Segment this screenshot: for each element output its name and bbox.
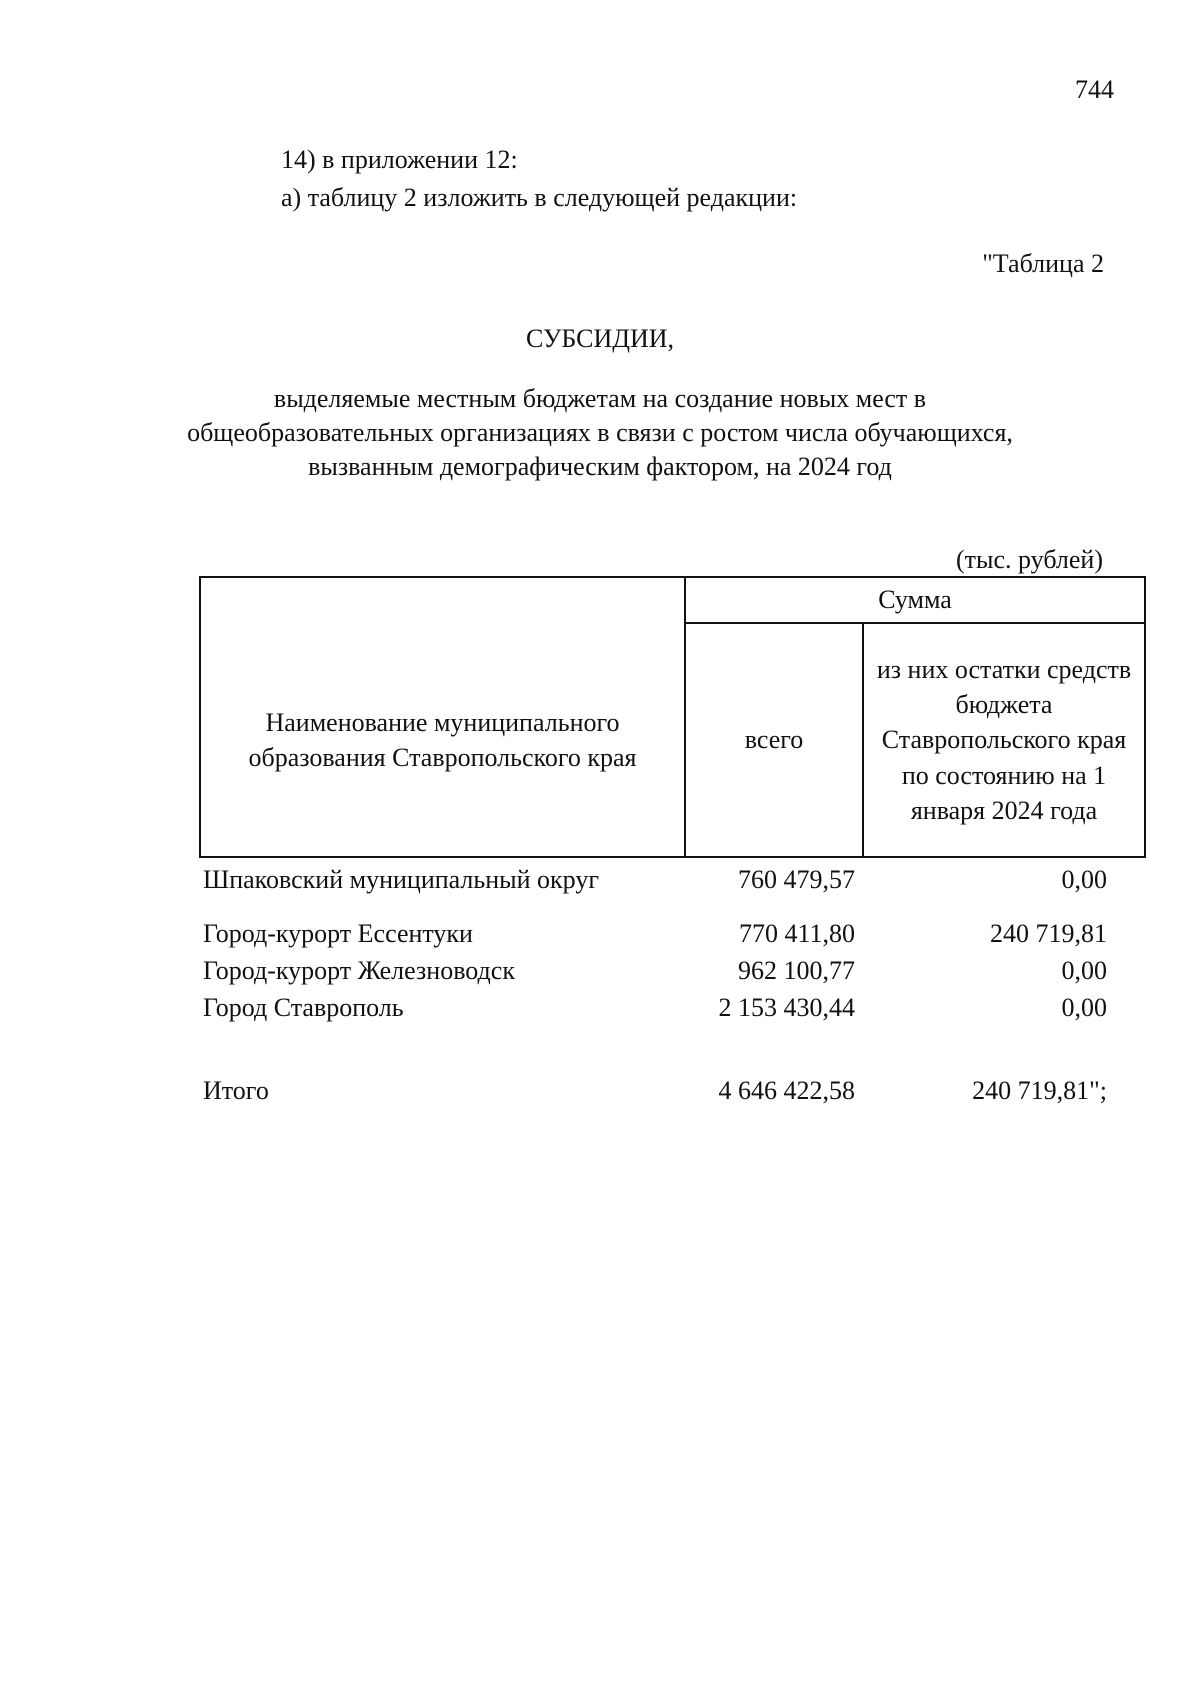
row-municipality: Город-курорт Ессентуки: [203, 919, 473, 948]
row-municipality: Шпаковский муниципальный округ: [203, 865, 599, 894]
summary-total: 4 646 422,58: [718, 1076, 855, 1105]
row-municipality: Город-курорт Железноводск: [203, 956, 515, 985]
summary-remainder: 240 719,81";: [972, 1076, 1107, 1105]
row-municipality: Город Ставрополь: [203, 993, 404, 1022]
row-total: 770 411,80: [738, 919, 855, 948]
summary-label: Итого: [203, 1076, 269, 1105]
header-municipality-name-text: Наименование муниципального образования Ставропольского края: [248, 707, 637, 772]
row-remainder: 0,00: [1061, 993, 1107, 1022]
row-total: 962 100,77: [738, 956, 855, 985]
row-remainder: 0,00: [1061, 956, 1107, 985]
row-remainder: 240 719,81: [990, 919, 1107, 948]
units-label: (тыс. рублей): [955, 545, 1103, 574]
header-municipality-name: [201, 624, 684, 856]
header-remainder-text: из них остатки средств бюджета Ставропольского края по состоянию на 1 января 2024 года: [876, 655, 1132, 825]
subtitle-line: общеобразовательных организациях в связи с ростом числа обучающихся,: [187, 417, 1013, 447]
row-total: 760 479,57: [738, 865, 855, 894]
header-total: [686, 624, 862, 856]
document-subtitle: [0, 382, 1200, 483]
table-caption: "Таблица 2: [982, 249, 1104, 278]
subtitle-line: вызванным демографическим фактором, на 2024 год: [308, 451, 892, 481]
header-total-text: всего: [744, 725, 804, 755]
subtitle-line: выделяемые местным бюджетам на создание новых мест в: [273, 384, 927, 413]
intro-line-2: а) таблицу 2 изложить в следующей редакции:: [281, 183, 798, 212]
page-number: 744: [1075, 75, 1114, 104]
header-sum: [686, 578, 1144, 622]
row-total: 2 153 430,44: [718, 993, 855, 1022]
header-remainder: [864, 624, 1144, 856]
header-sum-text: Сумма: [878, 585, 952, 615]
document-title: СУБСИДИИ,: [525, 324, 675, 353]
intro-line-1: 14) в приложении 12:: [281, 145, 518, 174]
row-remainder: 0,00: [1061, 865, 1107, 894]
